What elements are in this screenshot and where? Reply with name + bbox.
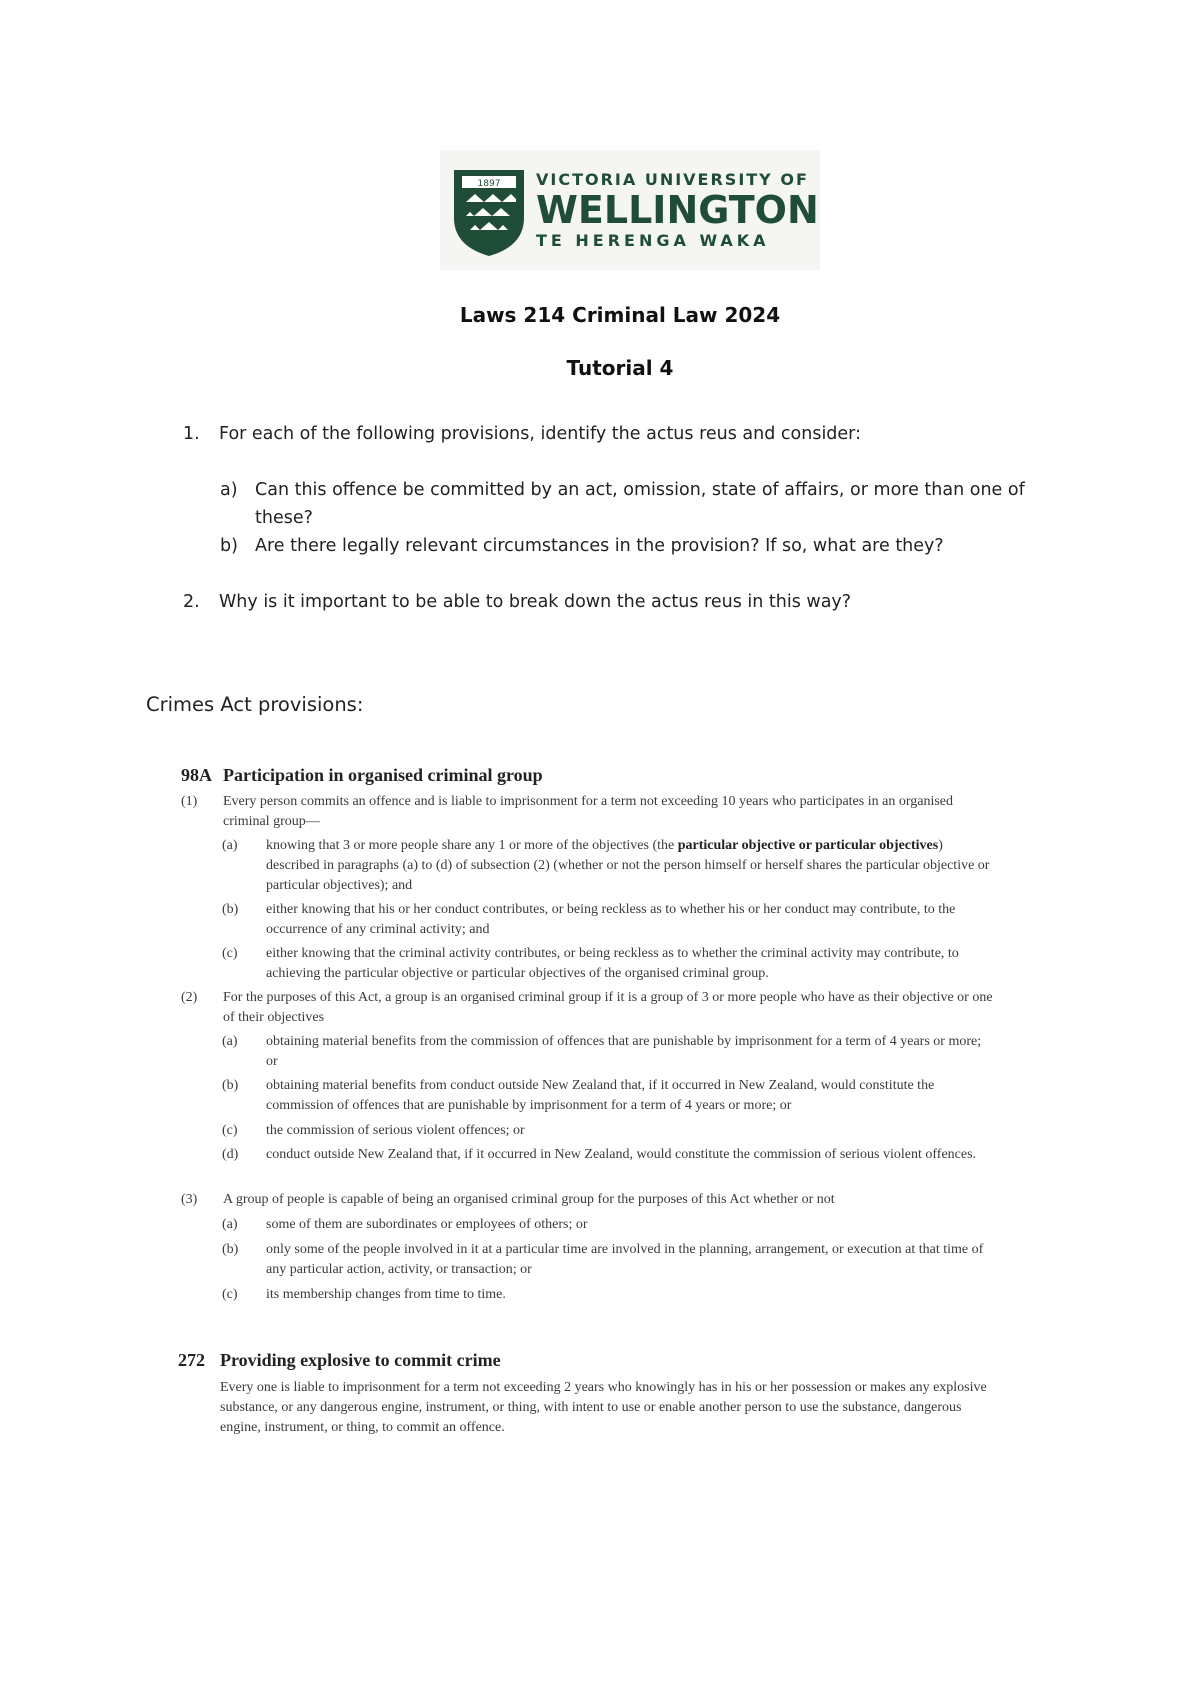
section-title: Participation in organised criminal group bbox=[223, 765, 543, 785]
paragraph-letter: (c) bbox=[222, 1123, 238, 1138]
paragraph-3c bbox=[222, 1285, 1002, 1305]
question-1a bbox=[220, 476, 1060, 532]
paragraph-letter: (a) bbox=[222, 838, 238, 853]
section-number: 98A bbox=[181, 765, 212, 785]
document-subtitle: Tutorial 4 bbox=[566, 356, 674, 380]
paragraph-letter: (b) bbox=[222, 1242, 239, 1257]
subquestion-letter: a) bbox=[220, 480, 238, 500]
logo-line-3: TE HERENGA WAKA bbox=[536, 231, 770, 250]
paragraph-1c bbox=[222, 944, 1002, 984]
subsection-1 bbox=[181, 792, 1001, 832]
paragraph-3a bbox=[222, 1215, 1002, 1235]
logo-line-1: VICTORIA UNIVERSITY OF bbox=[536, 170, 809, 189]
paragraph-text: obtaining material benefits from conduct outside New Zealand that, if it occurred in New Zealand, would constitute the commission of offences that are punishable by imprisonment for a term of 4 years or more; or bbox=[266, 1078, 935, 1113]
section-98a-heading bbox=[181, 765, 781, 789]
university-logo bbox=[440, 150, 820, 270]
section-heading: Crimes Act provisions: bbox=[146, 693, 364, 716]
logo-line-2: WELLINGTON bbox=[536, 188, 819, 232]
paragraph-text: either knowing that the criminal activity contributes, or being reckless as to whether the criminal activity may contribute, to achieving the particular objective or particular objectives of the organised criminal group. bbox=[266, 946, 959, 981]
section-272-heading bbox=[178, 1350, 778, 1374]
question-number: 2. bbox=[183, 592, 200, 612]
crest-year: 1897 bbox=[477, 179, 501, 189]
question-2 bbox=[183, 588, 1083, 616]
subsection-text: Every person commits an offence and is liable to imprisonment for a term not exceeding 10 years who participates in an organised criminal group— bbox=[223, 794, 953, 829]
subsection-number: (2) bbox=[181, 990, 198, 1005]
subsection-text: For the purposes of this Act, a group is an organised criminal group if it is a group of 3 or more people who have as their objective or one of their objectives bbox=[223, 990, 993, 1025]
paragraph-1b bbox=[222, 900, 1002, 940]
section-number: 272 bbox=[178, 1350, 205, 1370]
paragraph-letter: (d) bbox=[222, 1147, 239, 1162]
paragraph-text: its membership changes from time to time. bbox=[266, 1287, 506, 1302]
paragraph-text: obtaining material benefits from the commission of offences that are punishable by imprisonment for a term of 4 years or more; or bbox=[266, 1034, 982, 1069]
question-1 bbox=[183, 420, 1083, 448]
question-text: For each of the following provisions, identify the actus reus and consider: bbox=[219, 424, 861, 444]
crest-icon bbox=[452, 168, 526, 258]
defined-term: particular objective or particular objectives bbox=[677, 838, 939, 853]
subsection-number: (1) bbox=[181, 794, 198, 809]
paragraph-text: some of them are subordinates or employees of others; or bbox=[266, 1217, 588, 1232]
paragraph-1a bbox=[222, 836, 1002, 896]
paragraph-letter: (b) bbox=[222, 1078, 239, 1093]
document-title: Laws 214 Criminal Law 2024 bbox=[459, 303, 781, 327]
subsection-3 bbox=[181, 1190, 1001, 1210]
paragraph-2d bbox=[222, 1145, 1002, 1185]
paragraph-3b bbox=[222, 1240, 1002, 1280]
section-title: Providing explosive to commit crime bbox=[220, 1350, 501, 1370]
subsection-number: (3) bbox=[181, 1192, 198, 1207]
subquestion-letter: b) bbox=[220, 536, 238, 556]
question-1b bbox=[220, 532, 1060, 560]
paragraph-2a bbox=[222, 1032, 1002, 1072]
question-number: 1. bbox=[183, 424, 200, 444]
paragraph-letter: (c) bbox=[222, 1287, 238, 1302]
subquestion-text: Are there legally relevant circumstances in the provision? If so, what are they? bbox=[255, 536, 944, 556]
paragraph-text: conduct outside New Zealand that, if it occurred in New Zealand, would constitute the commission of serious violent offences. bbox=[266, 1147, 977, 1162]
logo-wordmark bbox=[536, 170, 819, 252]
paragraph-text: either knowing that his or her conduct contributes, or being reckless as to whether his or her conduct may contribute, to the occurrence of any criminal activity; and bbox=[266, 902, 956, 937]
paragraph-letter: (a) bbox=[222, 1034, 238, 1049]
paragraph-letter: (b) bbox=[222, 902, 239, 917]
section-body: Every one is liable to imprisonment for a term not exceeding 2 years who knowingly has in his or her possession or makes any explosive substance, or any dangerous engine, instrument, or thing, with intent to use or enable another person to use the substance, dangerous engine, instrument, or thing, to commit an offence. bbox=[220, 1380, 987, 1435]
paragraph-2c bbox=[222, 1121, 1002, 1141]
paragraph-text: the commission of serious violent offences; or bbox=[266, 1123, 525, 1138]
paragraph-letter: (c) bbox=[222, 946, 238, 961]
subquestion-text: Can this offence be committed by an act, omission, state of affairs, or more than one of these? bbox=[255, 480, 1025, 528]
section-272-text bbox=[220, 1378, 1000, 1438]
paragraph-text: only some of the people involved in it at a particular time are involved in the planning, arrangement, or execution at that time of any particular action, activity, or transaction; or bbox=[266, 1242, 984, 1277]
subsection-2 bbox=[181, 988, 1001, 1028]
question-text: Why is it important to be able to break down the actus reus in this way? bbox=[219, 592, 852, 612]
paragraph-2b bbox=[222, 1076, 1002, 1116]
subsection-text: A group of people is capable of being an organised criminal group for the purposes of this Act whether or not bbox=[223, 1192, 835, 1207]
paragraph-text: knowing that 3 or more people share any 1 or more of the objectives (the particular objective or particular objectives) described in paragraphs (a) to (d) of subsection (2) (whether or not the person himself or herself shares the particular objective or particular objectives); and bbox=[266, 838, 990, 893]
paragraph-letter: (a) bbox=[222, 1217, 238, 1232]
